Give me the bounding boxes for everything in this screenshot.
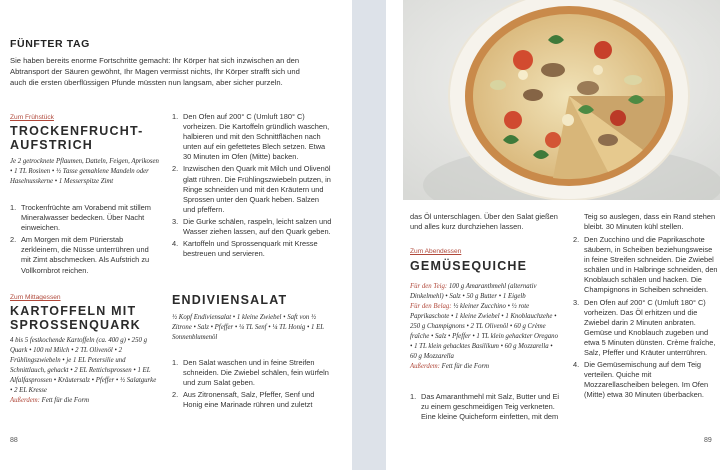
salad-step-2: 2. Aus Zitronensaft, Salz, Pfeffer, Senf und Honig eine Marinade rühren und zuletzt bbox=[172, 390, 315, 410]
dough-label: Für den Teig: bbox=[410, 283, 448, 290]
dinner-step-3: 3. Den Ofen auf 200° C (Umluft 180° C) vorheizen. Das Öl erhitzen und die Zwiebel darin 2 Minuten anbraten. Gemüse und Knoblauch zugeben und etwa 5 Minuten dünsten. Crème fraîche, Salz, Pfeffer und Kräuter unterrühren. bbox=[573, 297, 716, 358]
lunch-step-1: 1. Den Ofen auf 200° C (Umluft 180° C) vorheizen. Die Kartoffeln gründlich waschen, halbieren und mit den Schnittflächen nach unten auf ein gefettetes Blech setzen. Etwa 30 Minuten im Ofen (Mitte) backen. bbox=[172, 112, 330, 162]
dinner-ingredients bbox=[410, 282, 560, 372]
dinner-step-4: 4. Die Gemüsemischung auf dem Teig verteilen. Quiche mit Mozzarellascheiben belegen. Im Ofen (Mitte) etwa 30 Minuten überbacken. bbox=[573, 360, 709, 400]
lunch-extra-text: Fett für die Form bbox=[41, 397, 90, 404]
topping-text: ½ kleiner Zucchino • ½ rote Paprikaschote • 1 kleine Zwiebel • 1 Knoblauchzehe • 250 g Champignons • 2 TL Olivenöl • 60 g Crème fraîche • Salz • Pfeffer • 1 TL klein gehackter Oregano • 1 TL klein gehacktes Basilikum • 60 g Mozzarella • 60 g Mozzarella bbox=[410, 303, 558, 360]
breakfast-title bbox=[10, 125, 143, 152]
left-page bbox=[0, 0, 352, 470]
breakfast-steps bbox=[10, 203, 160, 278]
quiche-photo bbox=[403, 0, 720, 200]
dinner-steps-continued bbox=[573, 235, 718, 403]
gutter bbox=[352, 0, 386, 470]
lunch-extra-label: Außerdem: bbox=[10, 397, 40, 404]
lunch-step-4: 4. Kartoffeln und Sprossenquark mit Kresse bestreuen und servieren. bbox=[172, 239, 318, 259]
dinner-steps bbox=[410, 392, 560, 424]
intro-text: Sie haben bereits enorme Fortschritte gemacht: Ihr Körper hat sich inzwischen an den Abtransport der Säuren gewöhnt, Ihr Magen vermisst nichts, Ihr Körper strafft sich und auch die ersten überflüssigen Pfunde müssten nun langsam, aber sicher purzeln. bbox=[10, 56, 300, 88]
dinner-extra-label: Außerdem: bbox=[410, 363, 440, 370]
lunch-steps bbox=[172, 112, 332, 261]
dinner-title: GEMÜSEQUICHE bbox=[410, 259, 528, 273]
page-number-right: 89 bbox=[704, 437, 712, 444]
breakfast-ingredients: Je 2 getrocknete Pflaumen, Datteln, Feigen, Aprikosen • 1 TL Rosinen • ½ Tasse gemahlene Mandeln oder Haselnusskerne • 1 Messerspitze Zimt bbox=[10, 158, 159, 185]
quiche-illustration bbox=[403, 0, 720, 200]
lunch-ingredients: 4 bis 5 festkochende Kartoffeln (ca. 400 g) • 250 g Quark • 100 ml Milch • 2 TL Olivenöl • 2 Frühlingszwiebeln • je 1 EL Petersilie und Schnittlauch, gehackt • 2 EL Rettichsprossen • 1 EL Alfalfasprossen • Kräutersalz • Pfeffer • ½ Salatgurke • 2 EL Kresse Außerdem: Fett für die Form bbox=[10, 337, 157, 404]
breakfast-step-2: 2. Am Morgen mit dem Pürierstab zerkleinern, die Nüsse unterrühren und mit Zimt abschmecken. Als Aufstrich zu Vollkornbrot reichen. bbox=[10, 235, 150, 275]
lunch-title-line1: KARTOFFELN MIT bbox=[10, 304, 137, 318]
lunch-step-3: 3. Die Gurke schälen, raspeln, leicht salzen und Wasser ziehen lassen, auf den Quark geben. bbox=[172, 216, 332, 237]
salad-title: ENDIVIENSALAT bbox=[172, 293, 288, 307]
dinner-step-2: 2. Den Zucchino und die Paprikaschote säubern, in Scheiben beziehungsweise in feine Streifen schneiden. Die Zwiebel schälen und in Halbringe schneiden, den Knoblauch schälen und hacken. Die Champignons in Scheiben schneiden. bbox=[573, 235, 718, 295]
dinner-kicker: Zum Abendessen bbox=[410, 248, 462, 255]
breakfast-title-line1: TROCKENFRUCHT- bbox=[10, 124, 144, 138]
salad-steps bbox=[172, 358, 332, 412]
breakfast-kicker: Zum Frühstück bbox=[10, 114, 54, 121]
lunch-title bbox=[10, 305, 141, 332]
page-number-left: 88 bbox=[10, 437, 18, 444]
lunch-kicker: Zum Mittagessen bbox=[10, 294, 61, 301]
dinner-extra-text: Fett für die Form bbox=[441, 363, 490, 370]
dough-text: 100 g Amaranthmehl (alternativ Dinkelmehl) • Salz • 50 g Butter • 1 Eigelb bbox=[410, 283, 537, 300]
day-title: FÜNFTER TAG bbox=[10, 38, 90, 50]
topping-label: Für den Belag: bbox=[410, 303, 452, 310]
dinner-step-1: 1. Das Amaranthmehl mit Salz, Butter und Ei zu einem geschmeidigen Teig verkneten. Eine kleine Quicheform einfetten, mit dem bbox=[410, 392, 560, 422]
salad-step-1: 1. Den Salat waschen und in feine Streifen schneiden. Die Zwiebel schälen, fein würfeln und zum Salat geben. bbox=[172, 358, 329, 388]
breakfast-step-1: 1. Trockenfrüchte am Vorabend mit stillem Mineralwasser bedecken. Über Nacht einweichen. bbox=[10, 203, 151, 233]
breakfast-title-line2: AUFSTRICH bbox=[10, 137, 94, 152]
salad-ingredients: ½ Kopf Endiviensalat • 1 kleine Zwiebel • Saft von ½ Zitrone • Salz • Pfeffer • ¼ TL Senf • ¼ TL Honig • 1 EL Sonnenblumenöl bbox=[172, 314, 324, 341]
col2-continued: Teig so auslegen, dass ein Rand stehen bleibt. 30 Minuten kühl stellen. bbox=[584, 212, 716, 232]
lunch-title-line2: SPROSSENQUARK bbox=[10, 317, 141, 332]
lunch-step-2: 2. Inzwischen den Quark mit Milch und Olivenöl glatt rühren. Die Frühlingszwiebeln putzen, in Ringe schneiden und mit den Kräutern und Sprossen unter den Quark heben. Salzen und pfeffern. bbox=[172, 164, 331, 214]
salad-continued: das Öl unterschlagen. Über den Salat gießen und alles kurz durchziehen lassen. bbox=[410, 212, 558, 232]
